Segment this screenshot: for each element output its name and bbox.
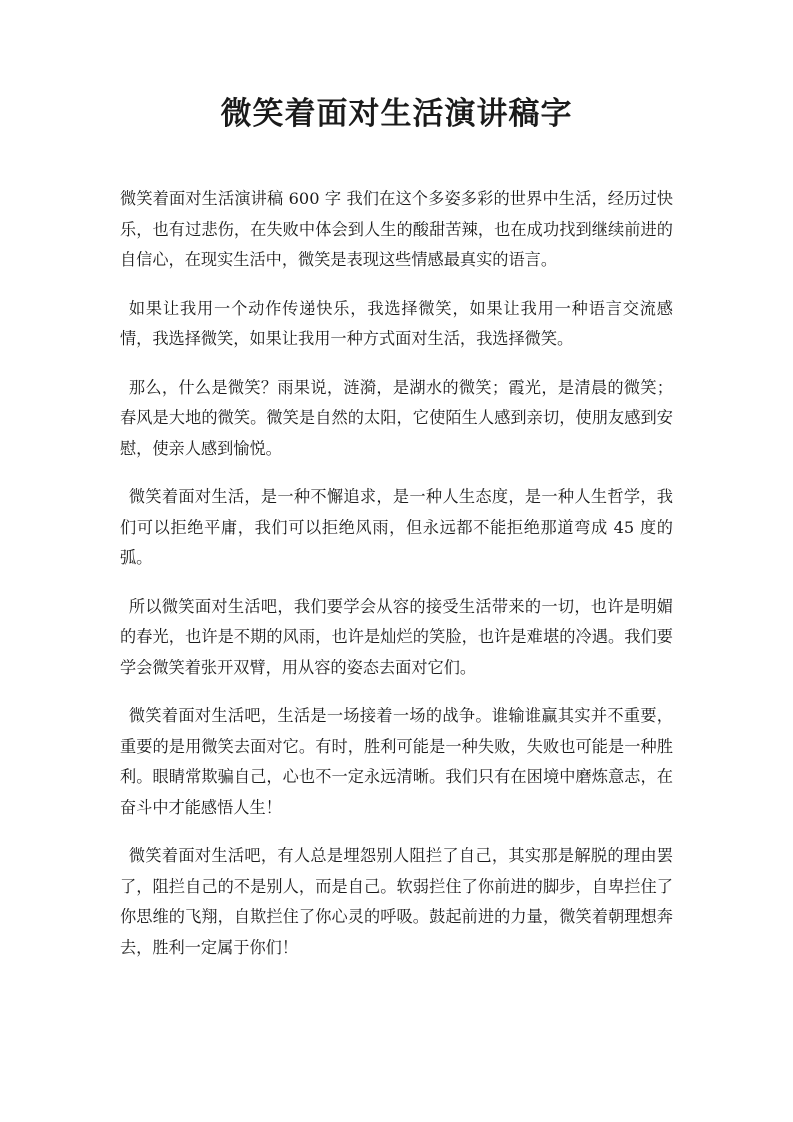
document-title: 微笑着面对生活演讲稿字 [220, 96, 573, 132]
paragraph-accept-life: 所以微笑面对生活吧，我们要学会从容的接受生活带来的一切，也许是明媚的春光，也许是不期的风雨，也许是灿烂的笑脸，也许是难堪的冷遇。我们要学会微笑着张开双臂，用从容的姿态去面对它们。 [120, 596, 673, 677]
paragraph-what-is-smile: 那么，什么是微笑？雨果说，涟漪，是湖水的微笑；霞光，是清晨的微笑；春风是大地的微笑。微笑是自然的太阳，它使陌生人感到亲切，使朋友感到安慰，使亲人感到愉悦。 [120, 377, 673, 458]
paragraph-attitude: 微笑着面对生活，是一种不懈追求，是一种人生态度，是一种人生哲学，我们可以拒绝平庸，我们可以拒绝风雨，但永远都不能拒绝那道弯成 45 度的弧。 [120, 487, 673, 567]
paragraph-intro: 微笑着面对生活演讲稿 600 字 我们在这个多姿多彩的世界中生活，经历过快乐，也有过悲伤，在失败中体会到人生的酸甜苦辣，也在成功找到继续前进的自信心，在现实生活中，微笑是表现这些情感最真实的语言。 [120, 189, 673, 269]
document-page [120, 92, 673, 981]
paragraph-self-obstacle: 微笑着面对生活吧，有人总是埋怨别人阻拦了自己，其实那是解脱的理由罢了，阻拦自己的不是别人，而是自己。软弱拦住了你前进的脚步，自卑拦住了你思维的飞翔，自欺拦住了你心灵的呼吸。鼓起前进的力量，微笑着朝理想奔去，胜利一定属于你们！ [120, 846, 673, 957]
paragraph-life-battle: 微笑着面对生活吧，生活是一场接着一场的战争。谁输谁赢其实并不重要，重要的是用微笑去面对它。有时，胜利可能是一种失败，失败也可能是一种胜利。眼睛常欺骗自己，心也不一定永远清晰。我们只有在困境中磨炼意志，在奋斗中才能感悟人生！ [120, 706, 673, 817]
paragraph-choose-smile: 如果让我用一个动作传递快乐，我选择微笑，如果让我用一种语言交流感情，我选择微笑，如果让我用一种方式面对生活，我选择微笑。 [120, 298, 673, 348]
